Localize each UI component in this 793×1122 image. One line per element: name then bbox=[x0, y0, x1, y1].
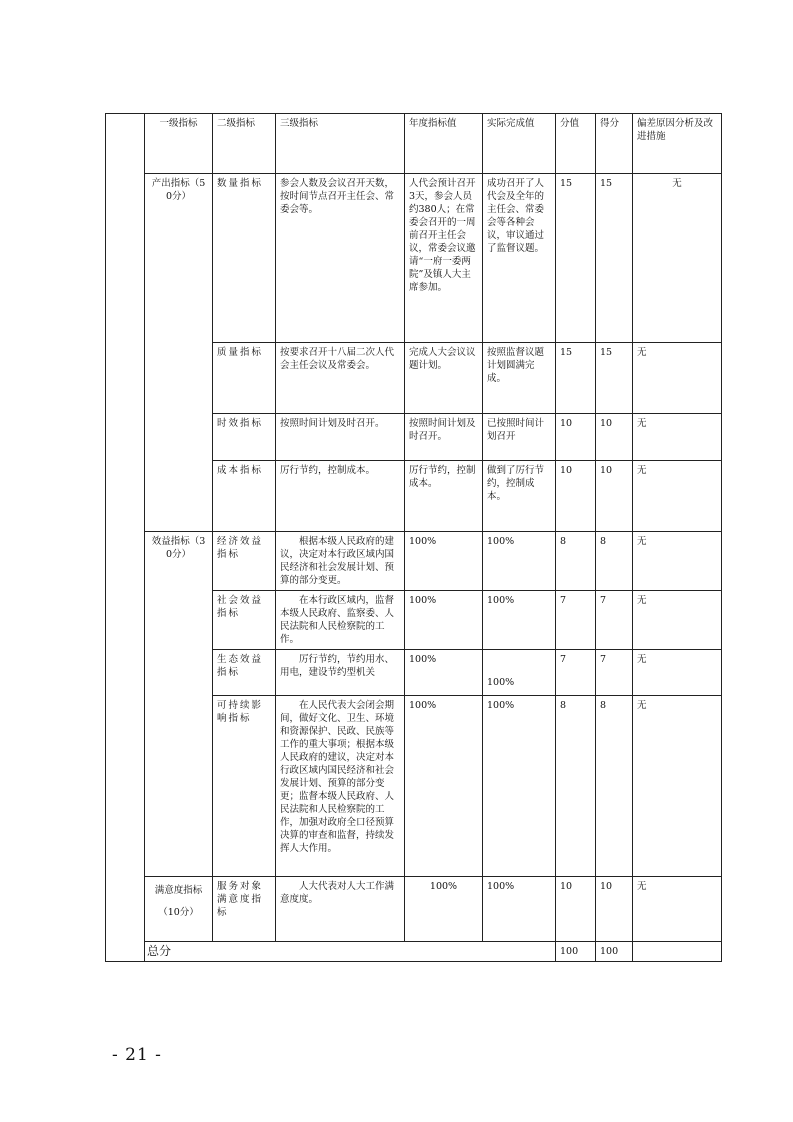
level2-cell: 服务对象满意度指标 bbox=[213, 877, 276, 942]
note-cell: 无 bbox=[633, 650, 722, 696]
header-level2: 二级指标 bbox=[213, 114, 276, 174]
level1-output-indicator: 产出指标（50分） bbox=[145, 174, 213, 532]
level3-cell: 在本行政区域内，监督本级人民政府、监察委、人民法院和人民检察院的工作。 bbox=[276, 591, 405, 650]
got-score-cell: 15 bbox=[596, 174, 633, 343]
score-cell: 8 bbox=[556, 532, 596, 591]
table-row bbox=[106, 174, 722, 343]
actual-cell: 100% bbox=[483, 591, 556, 650]
level3-cell: 按照时间计划及时召开。 bbox=[276, 414, 405, 461]
note-cell: 无 bbox=[633, 174, 722, 343]
target-cell: 100% bbox=[405, 877, 483, 942]
level3-cell: 参会人数及会议召开天数，按时间节点召开主任会、常委会等。 bbox=[276, 174, 405, 343]
score-cell: 15 bbox=[556, 343, 596, 414]
actual-cell: 100% bbox=[483, 877, 556, 942]
header-level1: 一级指标 bbox=[145, 114, 213, 174]
table-row bbox=[106, 532, 722, 591]
actual-cell: 已按照时间计划召开 bbox=[483, 414, 556, 461]
actual-cell: 100% bbox=[483, 532, 556, 591]
score-cell: 7 bbox=[556, 650, 596, 696]
note-cell: 无 bbox=[633, 532, 722, 591]
target-cell: 按照时间计划及时召开。 bbox=[405, 414, 483, 461]
got-score-cell: 10 bbox=[596, 414, 633, 461]
note-cell: 无 bbox=[633, 343, 722, 414]
header-annual-target: 年度指标值 bbox=[405, 114, 483, 174]
level2-cell: 成本指标 bbox=[213, 461, 276, 532]
score-cell: 7 bbox=[556, 591, 596, 650]
target-cell: 100% bbox=[405, 650, 483, 696]
actual-cell: 按照监督议题计划圆满完成。 bbox=[483, 343, 556, 414]
level3-cell: 根据本级人民政府的建议，决定对本行政区域内国民经济和社会发展计划、预算的部分变更。 bbox=[276, 532, 405, 591]
level3-cell: 按要求召开十八届二次人代会主任会议及常委会。 bbox=[276, 343, 405, 414]
got-score-cell: 10 bbox=[596, 461, 633, 532]
level3-cell: 厉行节约，控制成本。 bbox=[276, 461, 405, 532]
level2-cell: 时效指标 bbox=[213, 414, 276, 461]
note-cell: 无 bbox=[633, 696, 722, 877]
target-cell: 100% bbox=[405, 532, 483, 591]
level3-cell: 在人民代表大会闭会期间，做好文化、卫生、环境和资源保护、民政、民族等工作的重大事项；根据本级人民政府的建议，决定对本行政区域内国民经济和社会发展计划、预算的部分变更；监督本级人民政府、人民法院和人民检察院的工作，加强对政府全口径预算决算的审查和监督，持续发挥人大作用。 bbox=[276, 696, 405, 877]
target-cell: 完成人大会议议题计划。 bbox=[405, 343, 483, 414]
got-score-cell: 15 bbox=[596, 343, 633, 414]
level2-cell: 经济效益指标 bbox=[213, 532, 276, 591]
level1-satisfaction-indicator: 满意度指标（10分） bbox=[145, 877, 213, 942]
score-cell: 15 bbox=[556, 174, 596, 343]
total-note bbox=[633, 942, 722, 962]
performance-table bbox=[105, 113, 722, 962]
actual-cell: 100% bbox=[483, 696, 556, 877]
note-cell: 无 bbox=[633, 877, 722, 942]
score-cell: 10 bbox=[556, 414, 596, 461]
score-cell: 10 bbox=[556, 877, 596, 942]
total-row bbox=[106, 942, 722, 962]
got-score-cell: 10 bbox=[596, 877, 633, 942]
target-cell: 厉行节约，控制成本。 bbox=[405, 461, 483, 532]
note-cell: 无 bbox=[633, 591, 722, 650]
header-deviation-analysis: 偏差原因分析及改进措施 bbox=[633, 114, 722, 174]
level2-cell: 生态效益指标 bbox=[213, 650, 276, 696]
score-cell: 8 bbox=[556, 696, 596, 877]
level2-cell: 社会效益指标 bbox=[213, 591, 276, 650]
header-level3: 三级指标 bbox=[276, 114, 405, 174]
target-cell: 100% bbox=[405, 696, 483, 877]
actual-cell: 做到了厉行节约，控制成本。 bbox=[483, 461, 556, 532]
note-cell: 无 bbox=[633, 461, 722, 532]
header-row bbox=[106, 114, 722, 174]
got-score-cell: 7 bbox=[596, 650, 633, 696]
got-score-cell: 7 bbox=[596, 591, 633, 650]
level2-cell: 数量指标 bbox=[213, 174, 276, 343]
target-cell: 人代会预计召开3天，参会人员约380人；在常委会召开的一周前召开主任会议，常委会议邀请“一府一委两院”及镇人大主席参加。 bbox=[405, 174, 483, 343]
level3-cell: 厉行节约，节约用水、用电，建设节约型机关 bbox=[276, 650, 405, 696]
header-got-score: 得分 bbox=[596, 114, 633, 174]
level2-cell: 质量指标 bbox=[213, 343, 276, 414]
target-cell: 100% bbox=[405, 591, 483, 650]
table-row bbox=[106, 877, 722, 942]
total-got-score: 100 bbox=[596, 942, 633, 962]
got-score-cell: 8 bbox=[596, 696, 633, 877]
header-actual-value: 实际完成值 bbox=[483, 114, 556, 174]
actual-cell: 100% bbox=[483, 650, 556, 696]
header-score: 分值 bbox=[556, 114, 596, 174]
page-number: - 21 - bbox=[112, 1045, 162, 1065]
got-score-cell: 8 bbox=[596, 532, 633, 591]
level3-cell: 人大代表对人大工作满意度度。 bbox=[276, 877, 405, 942]
total-label: 总分 bbox=[145, 942, 556, 962]
actual-cell: 成功召开了人代会及全年的主任会、常委会等各种会议，审议通过了监督议题。 bbox=[483, 174, 556, 343]
score-cell: 10 bbox=[556, 461, 596, 532]
total-score: 100 bbox=[556, 942, 596, 962]
level2-cell: 可持续影响指标 bbox=[213, 696, 276, 877]
blank-left-column bbox=[106, 114, 145, 962]
level1-benefit-indicator: 效益指标（30分） bbox=[145, 532, 213, 877]
note-cell: 无 bbox=[633, 414, 722, 461]
